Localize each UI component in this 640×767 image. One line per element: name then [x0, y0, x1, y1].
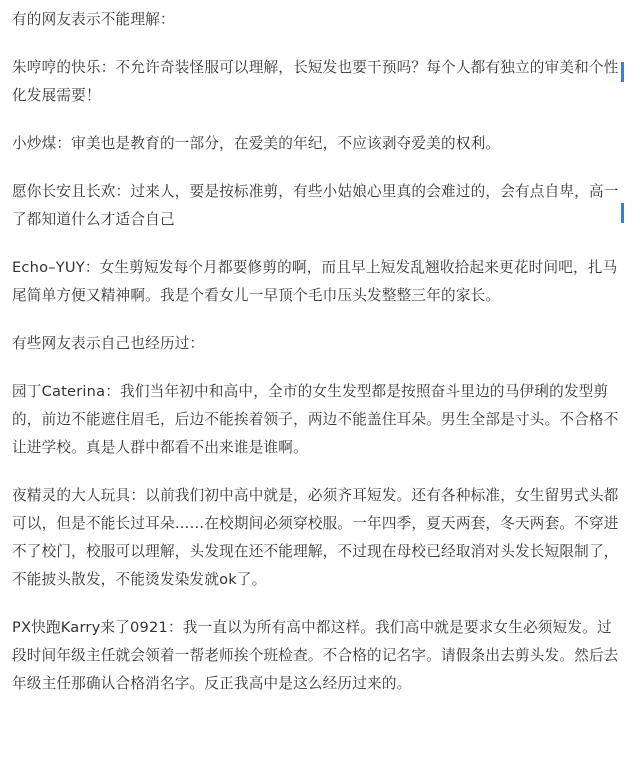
comment-paragraph: 园丁Caterina：我们当年初中和高中，全市的女生发型都是按照奋斗里边的马伊琍的发型剪的，前边不能遮住眉毛，后边不能挨着领子，两边不能盖住耳朵。男生全部是寸头。不合格不让进学校。真是人群中都看不出来谁是谁啊。 — [12, 383, 619, 456]
paragraph-spacer — [12, 34, 622, 54]
comment-paragraph: 愿你长安且长欢：过来人，要是按标准剪，有些小姑娘心里真的会难过的，会有点自卑，高一了都知道什么才适合自己 — [12, 183, 619, 228]
paragraph-spacer — [12, 462, 622, 482]
comment-paragraph: 小炒煤：审美也是教育的一部分，在爱美的年纪，不应该剥夺爱美的权利。 — [12, 135, 501, 152]
comment-paragraph: PX快跑Karry来了0921：我一直以为所有高中都这样。我们高中就是要求女生必须短发。过段时间年级主任就会领着一帮老师挨个班检查。不合格的记名字。请假条出去剪头发。然后去年级主任那确认合格消名字。反正我高中是这么经历过来的。 — [12, 619, 619, 692]
text-cursor-marker — [621, 62, 624, 82]
text-cursor-marker — [621, 203, 624, 223]
comment-paragraph: 朱哼哼的快乐：不允许奇装怪服可以理解，长短发也要干预吗？每个人都有独立的审美和个性化发展需要！ — [12, 59, 619, 104]
comment-paragraph: Echo–YUY：女生剪短发每个月都要修剪的啊，而且早上短发乱翘收拾起来更花时间吧，扎马尾简单方便又精神啊。我是个看女儿一早顶个毛巾压头发整整三年的家长。 — [12, 259, 618, 304]
paragraph-spacer — [12, 110, 622, 130]
article-body — [12, 6, 622, 698]
paragraph-spacer — [12, 234, 622, 254]
paragraph-intro-1: 有的网友表示不能理解： — [12, 11, 175, 28]
paragraph-spacer — [12, 358, 622, 378]
paragraph-intro-2: 有些网友表示自己也经历过： — [12, 335, 205, 352]
comment-paragraph: 夜精灵的大人玩具：以前我们初中高中就是，必须齐耳短发。还有各种标准，女生留男式头都可以，但是不能长过耳朵……在校期间必须穿校服。一年四季，夏天两套，冬天两套。不穿进不了校门，校服可以理解，头发现在还不能理解，不过现在母校已经取消对头发长短限制了，不能披头散发，不能烫发染发就ok了。 — [12, 487, 619, 588]
paragraph-spacer — [12, 310, 622, 330]
paragraph-spacer — [12, 158, 622, 178]
paragraph-spacer — [12, 594, 622, 614]
